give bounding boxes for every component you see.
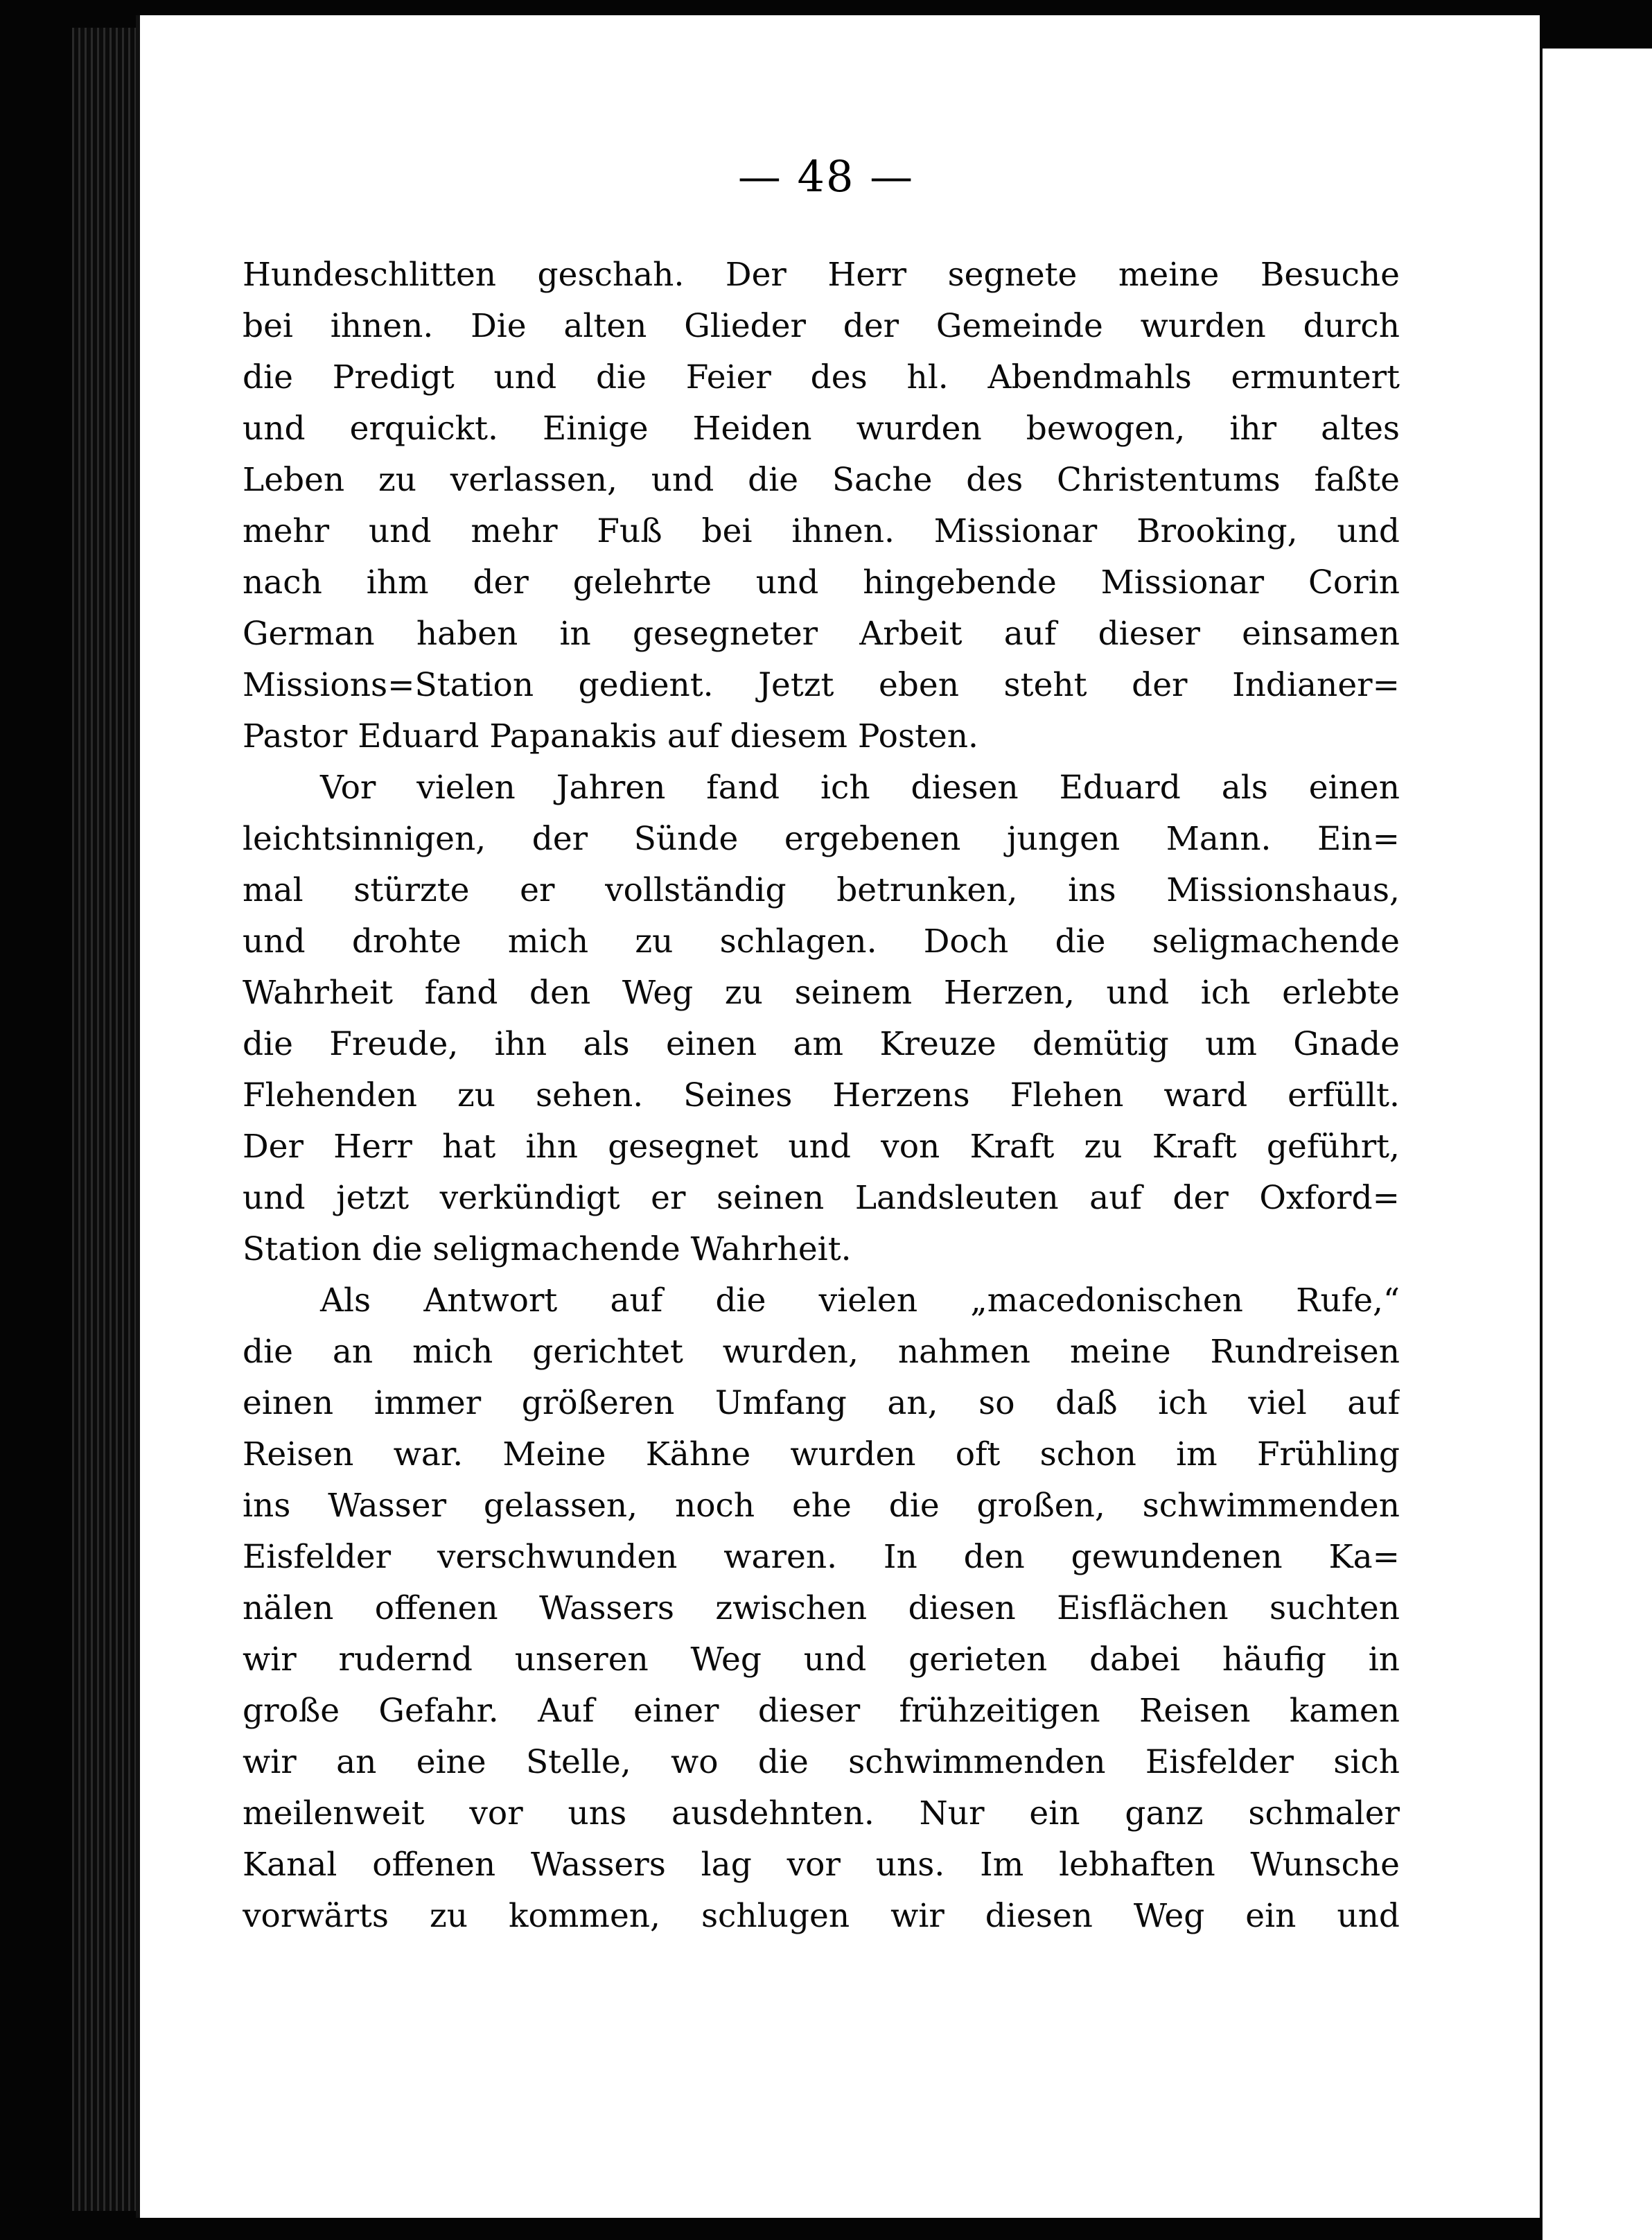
text-line: mehr und mehr Fuß bei ihnen. Missionar Brooking, und	[243, 512, 1400, 550]
text-line: wir an eine Stelle, wo die schwimmenden Eisfelder sich	[243, 1743, 1400, 1781]
text-line: leichtsinnigen, der Sünde ergebenen jungen Mann. Ein=	[243, 820, 1400, 858]
text-line: meilenweit vor uns ausdehnten. Nur ein ganz schmaler	[243, 1794, 1400, 1832]
text-line: Wahrheit fand den Weg zu seinem Herzen, und ich erlebte	[243, 974, 1400, 1012]
text-line: wir rudernd unseren Weg und gerieten dabei häufig in	[243, 1640, 1400, 1679]
text-line: Der Herr hat ihn gesegnet und von Kraft zu Kraft geführt,	[243, 1128, 1400, 1166]
text-line: und jetzt verkündigt er seinen Landsleuten auf der Oxford=	[243, 1179, 1400, 1217]
text-line: nälen offenen Wassers zwischen diesen Eisflächen suchten	[243, 1589, 1400, 1627]
text-line: Missions=Station gedient. Jetzt eben steht der Indianer=	[243, 666, 1400, 704]
text-line: Kanal offenen Wassers lag vor uns. Im lebhaften Wunsche	[243, 1846, 1400, 1884]
text-line: die Predigt und die Feier des hl. Abendmahls ermuntert	[243, 358, 1400, 396]
text-line: große Gefahr. Auf einer dieser frühzeitigen Reisen kamen	[243, 1692, 1400, 1730]
paragraph-start-line: Vor vielen Jahren fand ich diesen Eduard als einen	[320, 769, 1400, 807]
text-line: Flehenden zu sehen. Seines Herzens Flehen ward erfüllt.	[243, 1076, 1400, 1114]
text-line: ins Wasser gelassen, noch ehe die großen, schwimmenden	[243, 1487, 1400, 1525]
text-line: German haben in gesegneter Arbeit auf dieser einsamen	[243, 615, 1400, 653]
text-line: Reisen war. Meine Kähne wurden oft schon im Frühling	[243, 1435, 1400, 1473]
text-line: Hundeschlitten geschah. Der Herr segnete meine Besuche	[243, 256, 1400, 294]
text-line: und drohte mich zu schlagen. Doch die seligmachende	[243, 922, 1400, 961]
text-line: die Freude, ihn als einen am Kreuze demütig um Gnade	[243, 1025, 1400, 1063]
text-line: Leben zu verlassen, und die Sache des Christentums faßte	[243, 461, 1400, 499]
text-line: Eisfelder verschwunden waren. In den gewundenen Ka=	[243, 1538, 1400, 1576]
text-line: die an mich gerichtet wurden, nahmen meine Rundreisen	[243, 1333, 1400, 1371]
page-number: — 48 —	[737, 151, 915, 202]
paragraph-end-line: Station die seligmachende Wahrheit.	[243, 1230, 852, 1268]
page-edges	[72, 28, 141, 2211]
text-line: bei ihnen. Die alten Glieder der Gemeinde wurden durch	[243, 307, 1400, 345]
paragraph-end-line: Pastor Eduard Papanakis auf diesem Posten.	[243, 717, 978, 755]
adjacent-page-edge	[1543, 49, 1652, 2240]
text-line: vorwärts zu kommen, schlugen wir diesen Weg ein und	[243, 1897, 1400, 1935]
text-line: und erquickt. Einige Heiden wurden bewogen, ihr altes	[243, 410, 1400, 448]
text-line: mal stürzte er vollständig betrunken, ins Missionshaus,	[243, 871, 1400, 909]
text-line: nach ihm der gelehrte und hingebende Missionar Corin	[243, 563, 1400, 602]
paragraph-start-line: Als Antwort auf die vielen „macedonischen Rufe,“	[320, 1281, 1400, 1320]
page-text	[243, 250, 1400, 1942]
text-line: einen immer größeren Umfang an, so daß ich viel auf	[243, 1384, 1400, 1422]
